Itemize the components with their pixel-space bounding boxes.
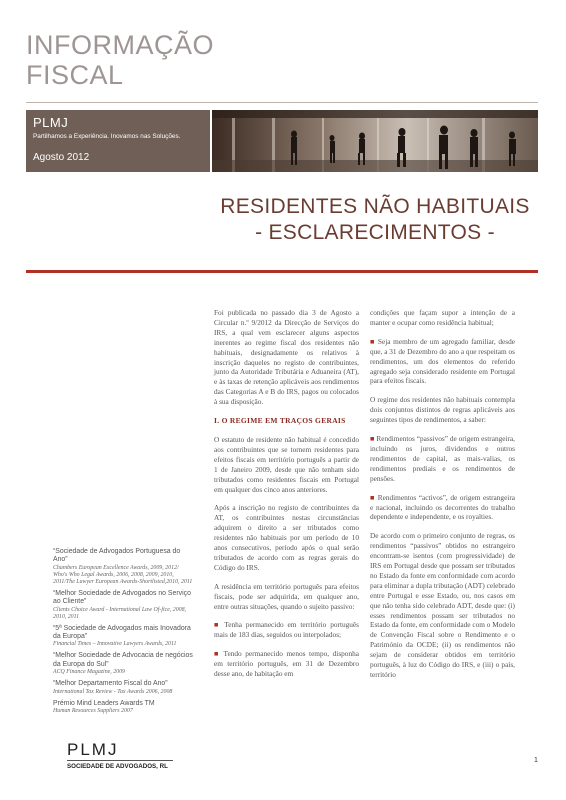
publication-title-line1: INFORMAÇÃO xyxy=(26,30,215,60)
bullet-item xyxy=(370,337,515,387)
award-source: ACQ Finance Magazine, 2009 xyxy=(53,669,125,676)
section-heading: I. O REGIME EM TRAÇOS GERAIS xyxy=(214,416,346,426)
bullet-text: Seja membro de um agregado familiar, desde que, a 31 de Dezembro do ano a que respeitam os rendimentos, um dos elementos do referido agregado seja considerado residente em Portugal para efeitos fiscais. xyxy=(370,336,515,386)
award-item xyxy=(53,625,193,649)
document-title xyxy=(210,194,540,246)
bullet-text: Rendimentos “activos”, de origem estrangeira e nacional, incluindo os decorrentes do trabalho dependente e independente, e os royalties. xyxy=(370,492,516,522)
page-number: 1 xyxy=(534,757,538,764)
text-column-2 xyxy=(370,308,515,689)
paragraph: O regime dos residentes não habituais contempla dois conjuntos distintos de regras aplicáveis aos seguintes tipos de rendimentos, a saber: xyxy=(370,395,515,425)
paragraph: Após a inscrição no registo de contribuintes da AT, os contribuintes nestas circunstâncias adquirem o direito a ser tributados como residentes não habituais por um período de 10 anos consecutivos, período após o qual serão tributados de acordo com as regras gerais do Código do IRS. xyxy=(214,503,359,572)
document-title-line2: - ESCLARECIMENTOS - xyxy=(255,221,495,244)
document-title-line1: RESIDENTES NÃO HABITUAIS xyxy=(220,195,530,218)
award-item xyxy=(53,652,193,676)
paragraph: Foi publicada no passado dia 3 de Agosto a Circular n.º 9/2012 da Direcção de Serviços do IRS, a qual vem esclarecer alguns aspectos inerentes ao regime fiscal dos residentes não habituais, designadamente os relativos à inscrição daqueles no registo de contribuintes, junto da Autoridade Tributária e Aduaneira (AT), e às taxas de retenção aplicáveis aos rendimentos das Categorias A e B do IRS, pagos ou colocados à sua disposição. xyxy=(214,308,359,407)
award-item xyxy=(53,680,193,695)
bullet-item xyxy=(370,493,515,523)
award-source: International Tax Review - Tax Awards 2006, 2008 xyxy=(53,688,173,695)
header-divider xyxy=(26,102,538,103)
bullet-icon: ■ xyxy=(214,620,225,630)
bullet-icon: ■ xyxy=(370,336,378,346)
paragraph: O estatuto de residente não habitual é concedido aos contribuintes que se tornem residentes para efeitos fiscais em território português a partir de 1 de Janeiro 2009, desde que não tenham sido tributados como residentes fiscais em Portugal em qualquer dos cinco anos anteriores. xyxy=(214,434,359,494)
award-title: “Sociedade de Advogados Portuguesa do Ano” xyxy=(53,548,181,564)
award-item xyxy=(53,548,193,586)
awards-list xyxy=(53,548,193,719)
firm-name: SOCIEDADE DE ADVOGADOS, RL xyxy=(67,763,168,770)
bullet-text: Tenha permanecido em território português mais de 183 dias, seguidos ou interpolados; xyxy=(214,620,359,640)
award-source: Financial Times – Innovative Lawyers Awards, 2011 xyxy=(53,641,177,648)
paragraph: A residência em território português para efeitos fiscais, pode ser adquirida, em qualquer ano, entre outras situações, quando o sujeito passivo: xyxy=(214,581,359,611)
award-title: Prémio Mind Leaders Awards TM xyxy=(53,699,155,707)
award-source: Human Resources Suppliers 2007 xyxy=(53,708,133,715)
issue-date: Agosto 2012 xyxy=(33,152,90,163)
bullet-icon: ■ xyxy=(214,649,224,659)
logo-divider xyxy=(67,760,173,761)
award-title: “5ª Sociedade de Advogados mais Inovadora da Europa” xyxy=(53,624,191,641)
award-title: “Melhor Departamento Fiscal do Ano” xyxy=(53,680,168,688)
award-title: “Melhor Sociedade de Advogados no Serviço ao Cliente” xyxy=(53,589,191,606)
bullet-item xyxy=(214,620,359,640)
banner-tagline: Partilhamos a Experiência. Inovamos nas Soluções. xyxy=(33,133,181,140)
award-source: Clients Choice Award - International Law Of-fice, 2008, 2010, 2011 xyxy=(53,606,187,620)
bullet-text: Rendimentos “passivos” de origem estrangeira, incluindo os juros, dividendos e outros rendimentos de capital, as mais-valias, os rendimentos prediais e os rendimentos de pensões. xyxy=(370,434,515,483)
bullet-item xyxy=(214,649,359,679)
bullet-item xyxy=(370,434,515,484)
people-walking-image xyxy=(212,110,538,172)
award-item xyxy=(53,700,193,715)
text-column-1 xyxy=(214,308,359,688)
plmj-logo: PLMJ xyxy=(67,740,119,759)
title-divider xyxy=(26,270,538,273)
banner-photo xyxy=(212,110,538,172)
publication-title-line2: FISCAL xyxy=(26,60,124,90)
paragraph: condições que façam supor a intenção de a manter e ocupar como residência habitual; xyxy=(370,308,515,327)
award-source: Chambers European Excellence Awards, 2009, 2012/ Who's Who Legal Awards, 2006, 2008, 2009, 2010, 2011/The Lawyer European Awards-Shortlisted,2010, 2011 xyxy=(53,564,193,585)
award-title: “Melhor Sociedade de Advocacia de negócios da Europa do Sul” xyxy=(53,652,193,668)
paragraph: De acordo com o primeiro conjunto de regras, os rendimentos “passivos” obtidos no estrangeiro encontram-se isentos (com progressividade) de IRS em Portugal desde que possam ser tributados no Estado da fonte em conformidade com acordo para eliminar a dupla tributação (ADT) celebrado entre Portugal e esse Estado, ou, nos casos em que não tenha sido celebrado ADT, desde que: (i) esses rendimentos possam ser tributados no Estado da fonte, em conformidade com o Modelo de Convenção Fiscal sobre o Rendimento e o Património da OCDE; (ii) os rendimentos não sejam de considerar obtidos em território português, à luz do Código do IRS, e (iii) o país, território xyxy=(370,531,515,679)
bullet-text: Tendo permanecido menos tempo, disponha em território português, em 31 de Dezembro desse ano, de habitação em xyxy=(214,649,359,679)
publication-title xyxy=(26,30,226,90)
banner-brand: PLMJ xyxy=(33,115,69,130)
bullet-icon: ■ xyxy=(370,492,378,502)
bullet-icon: ■ xyxy=(370,434,377,444)
award-item xyxy=(53,590,193,621)
